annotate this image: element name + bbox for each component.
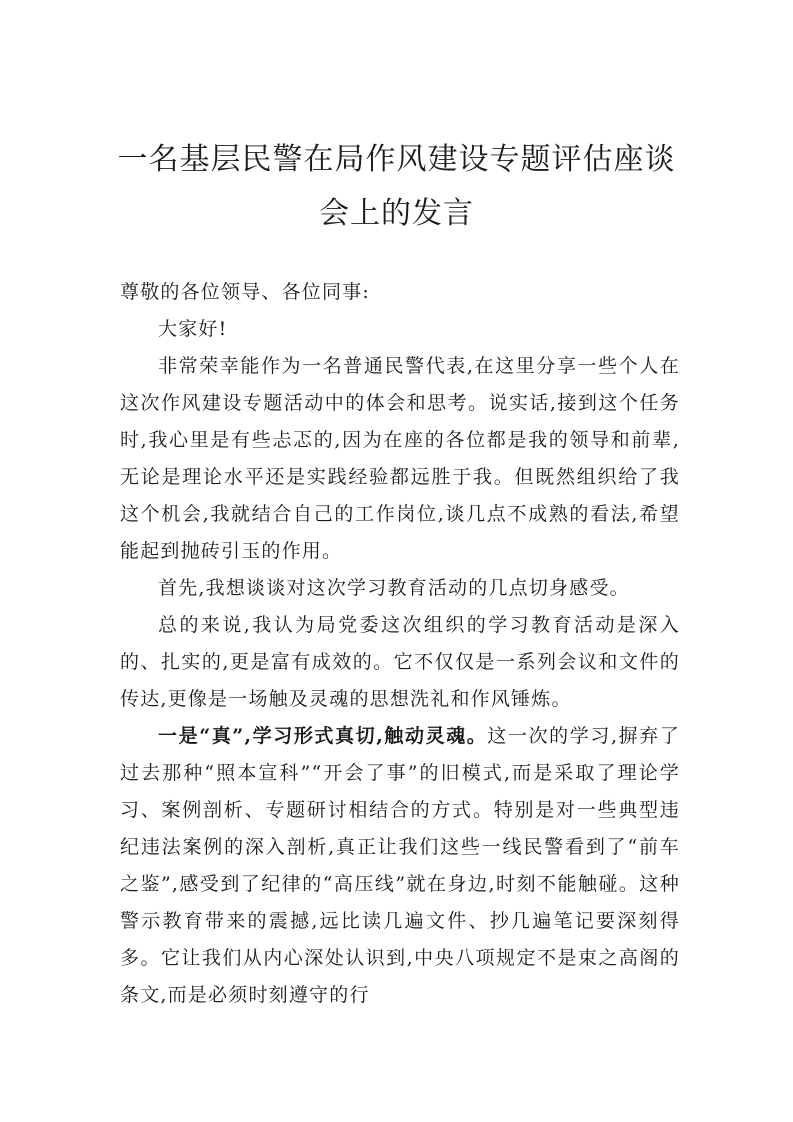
point-one-text: 这一次的学习,摒弃了过去那种“照本宣科”“开会了事”的旧模式,而是采取了理论学习、案例剖析、专题研讨相结合的方式。特别是对一些典型违纪违法案例的深入剖析,真正让我们这些一线民警看到了“前车之鉴”,感受到了纪律的“高压线”就在身边,时刻不能触碰。这种警示教育带来的震撼,远比读几遍文件、抄几遍笔记要深刻得多。它让我们从内心深处认识到,中央八项规定不是束之高阁的条文,而是必须时刻遵守的行 — [120, 725, 680, 1006]
paragraph-feelings-lead: 首先,我想谈谈对这次学习教育活动的几点切身感受。 — [158, 577, 630, 599]
document-body — [120, 274, 680, 1014]
paragraph-point-one — [120, 718, 680, 1014]
paragraph-summary: 总的来说,我认为局党委这次组织的学习教育活动是深入的、扎实的,更是富有成效的。它不仅仅是一系列会议和文件的传达,更像是一场触及灵魂的思想洗礼和作风锤炼。 — [120, 614, 680, 710]
greeting: 大家好! — [158, 318, 228, 340]
paragraph-intro: 非常荣幸能作为一名普通民警代表,在这里分享一些个人在这次作风建设专题活动中的体会和思考。说实话,接到这个任务时,我心里是有些忐忑的,因为在座的各位都是我的领导和前辈,无论是理论水平还是实践经验都远胜于我。但既然组织给了我这个机会,我就结合自己的工作岗位,谈几点不成熟的看法,希望能起到抛砖引玉的作用。 — [120, 355, 680, 562]
document-title-line-2: 会上的发言 — [319, 196, 474, 231]
salutation: 尊敬的各位领导、各位同事: — [120, 281, 371, 303]
point-one-heading: 一是“真”,学习形式真切,触动灵魂。 — [158, 725, 488, 747]
document-title-line-1: 一名基层民警在局作风建设专题评估座谈 — [117, 142, 676, 177]
